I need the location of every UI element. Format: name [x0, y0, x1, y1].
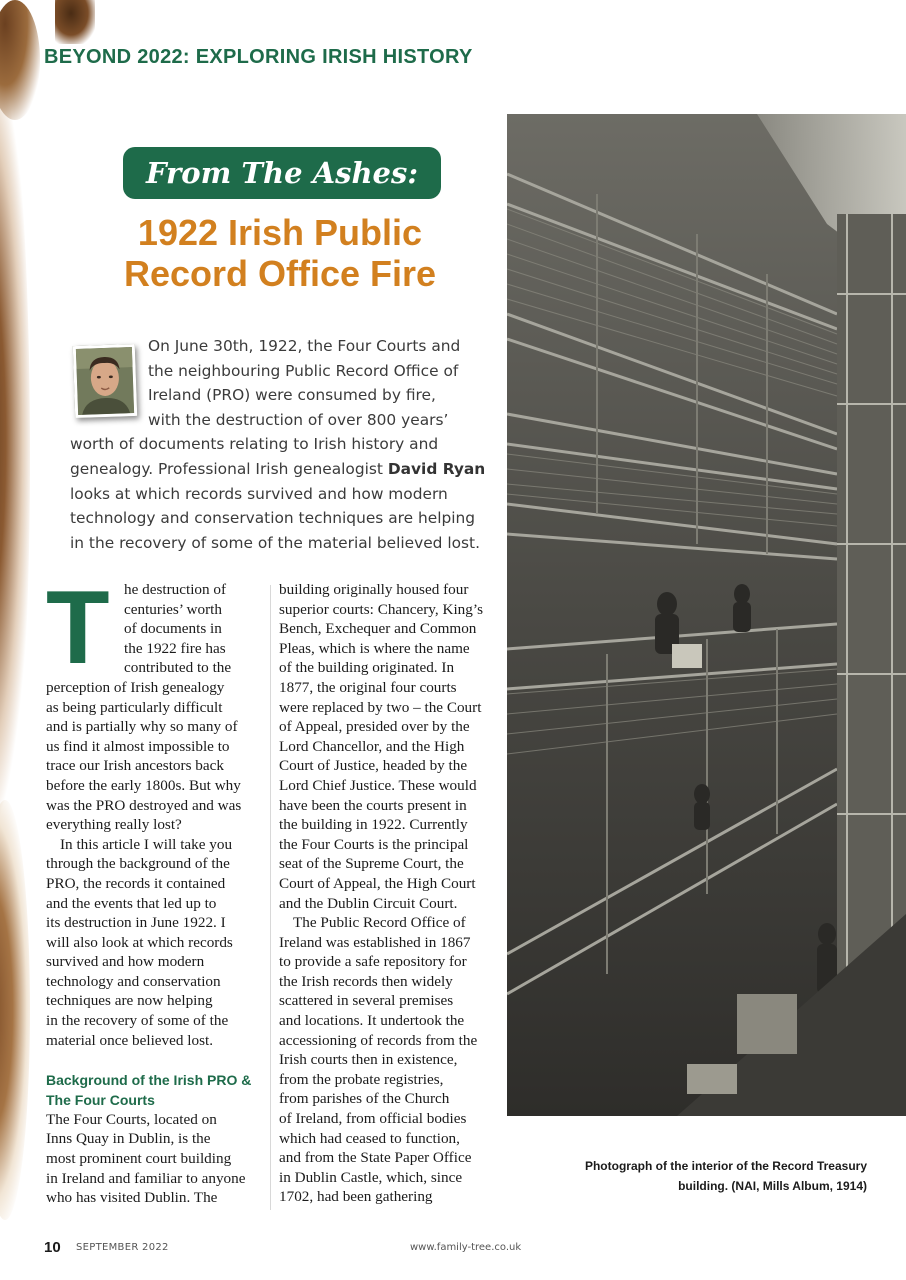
body-line: in Dublin Castle, which, since [279, 1168, 463, 1186]
body-line: in the recovery of some of the [46, 1012, 229, 1030]
body-line: Court of Justice, headed by the [279, 757, 468, 775]
photo-caption [540, 1156, 867, 1196]
body-line: the Four Courts is the principal [279, 835, 469, 853]
body-line: from parishes of the Church [279, 1090, 450, 1108]
body-line: of Ireland, from official bodies [279, 1110, 467, 1128]
intro-standfirst [70, 334, 486, 555]
body-line: In this article I will take you [60, 835, 233, 853]
body-line: Lord Chief Justice. These would [279, 776, 477, 794]
body-line: and the Dublin Circuit Court. [279, 894, 458, 912]
body-line: of the building originated. In [279, 659, 455, 677]
article-title-line-2: Record Office Fire [123, 253, 437, 294]
body-line: Lord Chancellor, and the High [279, 737, 465, 755]
body-line: Pleas, which is where the name [279, 639, 470, 657]
body-line: before the early 1800s. But why [46, 776, 241, 794]
body-line: Court of Appeal, the High Court [279, 874, 476, 892]
body-line: the 1922 fire has [124, 639, 226, 657]
body-line: and the events that led up to [46, 894, 217, 912]
article-title-line-1: 1922 Irish Public [137, 212, 423, 253]
body-line: was the PRO destroyed and was [46, 796, 242, 814]
body-line: material once believed lost. [46, 1031, 213, 1049]
body-line: techniques are now helping [46, 992, 213, 1010]
footer-url: www.family-tree.co.uk [410, 1242, 522, 1253]
body-line: 1877, the original four courts [279, 678, 457, 696]
body-line: in Ireland and familiar to anyone [46, 1169, 246, 1187]
article-title [90, 212, 470, 294]
body-line: and is partially why so many of [46, 718, 238, 736]
body-line: were replaced by two – the Court [279, 698, 482, 716]
body-line: Irish courts then in existence, [279, 1051, 458, 1069]
record-treasury-photo [507, 114, 906, 1116]
intro-line-text: genealogy. Professional Irish genealogist [70, 459, 383, 478]
body-line: The Four Courts, located on [46, 1110, 217, 1128]
body-line: as being particularly difficult [46, 698, 223, 716]
body-line: seat of the Supreme Court, the [279, 855, 464, 873]
body-line: superior courts: Chancery, King’s [279, 600, 483, 618]
body-line: centuries’ worth [124, 600, 222, 618]
intro-line: technology and conservation techniques are helping [70, 509, 476, 528]
article-column-1 [46, 570, 266, 1208]
body-line: trace our Irish ancestors back [46, 757, 224, 775]
intro-line: with the destruction of over 800 years’ [148, 410, 449, 429]
body-line: The Public Record Office of [293, 914, 466, 932]
body-line: will also look at which records [46, 933, 233, 951]
intro-line: On June 30th, 1922, the Four Courts and [148, 337, 461, 355]
body-line: scattered in several premises [279, 992, 454, 1010]
caption-line: building. (NAI, Mills Album, 1914) [678, 1179, 867, 1193]
body-line: accessioning of records from the [279, 1031, 478, 1049]
body-line: PRO, the records it contained [46, 874, 226, 892]
article-column-2 [279, 580, 501, 1207]
body-line: Ireland was established in 1867 [279, 933, 471, 951]
body-line: contributed to the [124, 659, 232, 677]
body-line: 1702, had been gathering [279, 1188, 433, 1206]
body-line: us find it almost impossible to [46, 737, 230, 755]
section-subheading: The Four Courts [46, 1091, 155, 1108]
caption-line: Photograph of the interior of the Record Treasury [584, 1159, 867, 1173]
intro-line: in the recovery of some of the material believed lost. [70, 533, 480, 552]
body-line: to provide a safe repository for [279, 953, 467, 971]
body-line: and from the State Paper Office [279, 1149, 472, 1167]
intro-line: Ireland (PRO) were consumed by fire, [148, 386, 436, 405]
section-subheading: Background of the Irish PRO & [46, 1071, 252, 1088]
body-line: most prominent court building [46, 1150, 232, 1168]
body-line: have been the courts present in [279, 796, 467, 814]
title-script-pill [123, 147, 441, 199]
body-line: Bench, Exchequer and Common [279, 620, 477, 638]
body-line: survived and how modern [46, 953, 205, 971]
body-line: of Appeal, presided over by the [279, 718, 470, 736]
body-line: and locations. It undertook the [279, 1012, 465, 1030]
body-line: the building in 1922. Currently [279, 816, 468, 834]
intro-line: the neighbouring Public Record Office of [148, 361, 459, 380]
body-line: he destruction of [124, 581, 227, 598]
intro-line: worth of documents relating to Irish history and [70, 435, 439, 454]
body-line: which had ceased to function, [279, 1129, 460, 1147]
body-line: Inns Quay in Dublin, is the [46, 1130, 211, 1148]
body-line: perception of Irish genealogy [46, 678, 225, 696]
body-line: through the background of the [46, 855, 230, 873]
title-script: From The Ashes: [145, 156, 419, 190]
page-number: 10 [44, 1239, 61, 1256]
drop-cap: T [46, 570, 110, 686]
body-line: of documents in [124, 620, 222, 638]
intro-line: looks at which records survived and how modern [70, 484, 448, 503]
body-line: the Irish records then widely [279, 972, 453, 990]
body-line: technology and conservation [46, 972, 221, 990]
intro-line [70, 457, 486, 482]
author-name: David Ryan [387, 459, 486, 478]
body-line: everything really lost? [46, 816, 182, 834]
body-line: from the probate registries, [279, 1070, 444, 1088]
body-line: building originally housed four [279, 581, 469, 598]
body-line: who has visited Dublin. The [46, 1189, 218, 1207]
column-divider [270, 585, 271, 1210]
body-line: its destruction in June 1922. I [46, 914, 226, 932]
section-header: BEYOND 2022: EXPLORING IRISH HISTORY [44, 46, 473, 68]
issue-date: SEPTEMBER 2022 [76, 1242, 169, 1253]
